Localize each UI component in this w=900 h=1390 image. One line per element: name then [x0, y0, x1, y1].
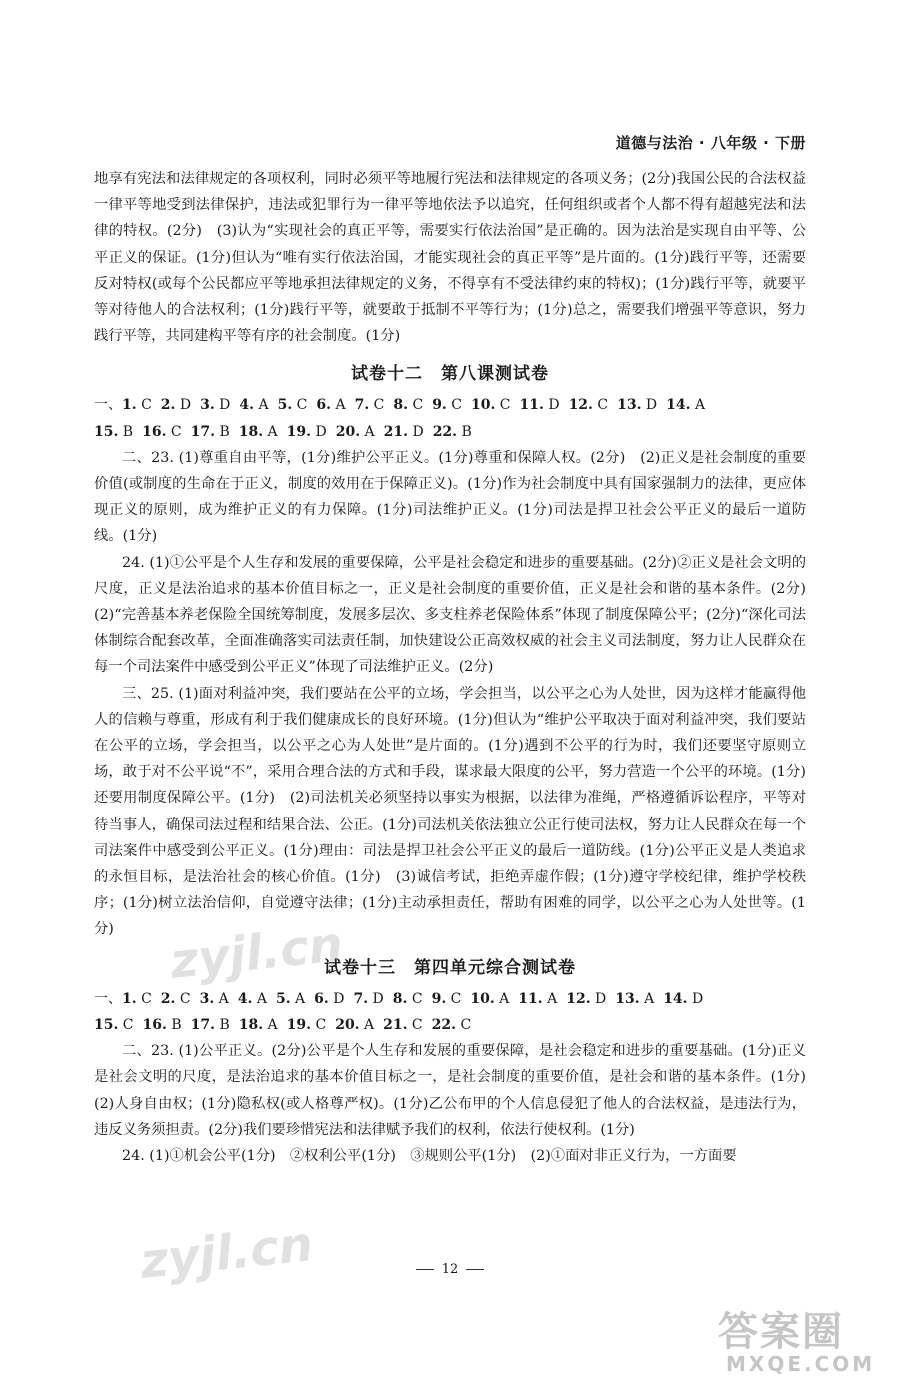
mc-answer-item	[617, 392, 657, 418]
mc-answer-item	[238, 986, 267, 1012]
mc-question-number: 10.	[470, 397, 496, 414]
mc-question-number: 20.	[335, 423, 361, 440]
intro-paragraph: 地享有宪法和法律规定的各项权利，同时必须平等地履行宪法和法律规定的各项义务；(2分)我国公民的合法权益一律平等地受到法律保护，违法或犯罪行为一律平等地依法予以追究，任何组织或者个人都不得有超越宪法和法律的特权。(2分) (3)认为“实现社会的真正平等，需要实行依法治国”是正确的。因为法治是实现自由平等、公平正义的保证。(1分)但认为“唯有实行依法治国，才能实现社会的真正平等”是片面的。(1分)践行平等，还需要反对特权(或每个公民都应平等地承担法律规定的义务，不得享有不受法律约束的特权)；(1分)践行平等，就要平等对待他人的合法权利；(1分)践行平等，就要敢于抵制不平等行为；(1分)总之，需要我们增强平等意识，努力践行平等，共同建构平等有序的社会制度。(1分)	[94, 171, 806, 345]
mc-answer-letter: C	[592, 397, 609, 414]
mc-answer-item	[287, 1012, 327, 1038]
mc-question-number: 8.	[392, 990, 408, 1007]
mc-question-number: 19.	[286, 423, 312, 440]
mc-answer-item	[161, 392, 191, 418]
mc-question-number: 18.	[238, 423, 264, 440]
mc-answer-letter: B	[215, 423, 230, 440]
mc-answer-letter: A	[359, 1016, 375, 1033]
mc-question-number: 5.	[275, 990, 291, 1007]
mc-answer-item	[239, 419, 278, 445]
mc-answer-item	[200, 986, 229, 1012]
mc-answer-letter: C	[136, 397, 152, 414]
mc-answer-item	[615, 986, 654, 1012]
mc-answer-letter: C	[408, 397, 424, 414]
page-number-dash-left	[416, 1269, 434, 1270]
mc-answer-item	[316, 392, 345, 418]
mc-question-number: 12.	[568, 397, 593, 414]
mc-answer-letter: B	[215, 1016, 230, 1033]
mc-question-number: 19.	[286, 1016, 312, 1033]
mc-answer-letter: A	[263, 423, 278, 440]
mc-answer-letter: D	[175, 397, 192, 414]
mc-answer-letter: B	[166, 1016, 182, 1033]
mc-question-number: 12.	[566, 990, 591, 1007]
mc-answer-item	[470, 986, 509, 1012]
mc-question-number: 15.	[94, 1016, 119, 1033]
mc-question-number: 5.	[277, 397, 293, 414]
mc-question-number: 6.	[316, 397, 332, 414]
mc-question-number: 17.	[190, 423, 215, 440]
mc-answer-letter: C	[407, 990, 423, 1007]
mc-answer-item	[566, 986, 606, 1012]
mc-answer-letter: D	[590, 990, 607, 1007]
section-title-13: 试卷十三 第四单元综合测试卷	[324, 957, 576, 978]
mc-answers-13-line1	[94, 986, 806, 1012]
mc-answers-13-line2	[94, 1012, 806, 1038]
mc-answer-letter: A	[254, 397, 269, 414]
mc-answer-item	[432, 1012, 472, 1038]
mc-answer-letter: A	[639, 990, 655, 1007]
section12-q24: 24. (1)①公平是个人生存和发展的重要保障，公平是社会稳定和进步的重要基础。(2分)②正义是社会文明的尺度，正义是法治追求的基本价值目标之一，正义是社会制度的重要价值，正义是社会和谐的基本条件。(2分) (2)“完善基本养老保险全国统筹制度，发展多层次、多支柱养老保险体系”体现了制度保障公平；(2分)“深化司法体制综合配套改革，全面准确落实司法责任制，加快建设公正高效权威的社会主义司法制度，努力让人民群众在每一个司法案件中感受到公平正义”体现了司法维护正义。(2分)	[94, 554, 821, 676]
mc-section-prefix: 一、	[94, 990, 122, 1007]
mc-answer-letter: A	[360, 423, 375, 440]
mc-question-number: 22.	[432, 423, 458, 440]
mc-question-number: 11.	[519, 397, 544, 414]
mc-answer-item	[276, 986, 305, 1012]
mc-answer-letter: D	[368, 990, 384, 1007]
mc-answer-letter: C	[311, 1016, 327, 1033]
mc-answers-12-line1	[94, 392, 806, 418]
mc-answer-item	[336, 419, 375, 445]
mc-answer-item	[142, 419, 182, 445]
mc-answer-item	[666, 392, 705, 418]
mc-question-number: 22.	[431, 1016, 457, 1033]
mc-answer-item	[191, 419, 230, 445]
mc-answer-item	[239, 1012, 278, 1038]
mc-answer-letter: A	[252, 990, 267, 1007]
mc-question-number: 20.	[335, 1016, 360, 1033]
section12-q23: 二、23. (1)尊重自由平等，(1分)维护公平正义。(1分)尊重和保障人权。(2分) (2)正义是社会制度的重要价值(或制度的生命在于正义，制度的效用在于保障正义)。(1分)作为社会制度中具有国家强制力的法律，更应体现正义的原则，成为维护正义的有力保障。(1分)司法维护正义。(1分)司法是捍卫社会公平正义的最后一道防线。(1分)	[94, 449, 806, 545]
mc-question-number: 10.	[470, 990, 495, 1007]
page-number	[0, 1262, 900, 1277]
mc-question-number: 6.	[314, 990, 329, 1007]
mc-answer-letter: C	[446, 990, 462, 1007]
section12-q25: 三、25. (1)面对利益冲突，我们要站在公平的立场，学会担当，以公平之心为人处世，因为这样才能赢得他人的信赖与尊重，形成有利于我们健康成长的良好环境。(1分)但认为“维护公平取决于面对利益冲突，我们要站在公平的立场，学会担当，以公平之心为人处世”是片面的。(1分)遇到不公平的行为时，我们还要坚守原则立场，敢于对不公平说“不”，采用合理合法的方式和手段，谋求最大限度的公平，努力营造一个公平的环境。(1分)还要用制度保障公平。(1分) (2)司法机关必须坚持以事实为根据，以法律为准绳，严格遵循诉讼程序，平等对待当事人，确保司法过程和结果合法、公正。(1分)司法机关依法独立公正行使司法权，努力让人民群众在每一个司法案件中感受到公平正义。(1分)理由：司法是捍卫社会公平正义的最后一道防线。(1分)公平正义是人类追求的永恒目标，是法治社会的核心价值。(1分) (3)诚信考试，拒绝弄虚作假；(1分)遵守学校纪律，维护学校秩序；(1分)树立法治信仰，自觉遵守法律；(1分)主动承担责任，帮助有困难的同学，以公平之心为人处世等。(1分)	[94, 685, 806, 938]
mc-answer-item	[335, 1012, 374, 1038]
mc-answers-12-line2	[94, 419, 806, 445]
mc-question-number: 7.	[354, 397, 370, 414]
mc-question-number: 21.	[383, 1016, 408, 1033]
mc-answer-item	[353, 986, 383, 1012]
section13-q23: 二、23. (1)公平正义。(2分)公平是个人生存和发展的重要保障，是社会稳定和进步的重要基础。(1分)正义是社会文明的尺度，是法治追求的基本价值目标之一，是社会制度的重要价值，是社会和谐的基本条件。(1分) (2)人身自由权；(1分)隐私权(或人格尊严权)。(1分)乙公布甲的个人信息侵犯了他人的合法权益，是违法行为，违反义务须担责。(2分)我们要珍惜宪法和法律赋予我们的权利，依法行使权利。(1分)	[94, 1043, 821, 1138]
mc-answer-letter: A	[542, 990, 558, 1007]
watermark-stamp	[718, 1300, 893, 1380]
mc-answer-item	[191, 1012, 230, 1038]
mc-answer-letter: A	[214, 990, 229, 1007]
mc-answer-item	[200, 392, 230, 418]
mc-answer-letter: D	[408, 423, 424, 440]
mc-question-number: 14.	[666, 397, 691, 414]
mc-question-number: 2.	[160, 397, 176, 414]
mc-answer-item	[94, 419, 133, 445]
mc-answer-letter: C	[446, 397, 462, 414]
mc-answer-letter: C	[118, 1016, 134, 1033]
mc-question-number: 15.	[94, 423, 119, 440]
mc-answer-letter: A	[690, 397, 706, 414]
watermark-text: zyjl.cn	[167, 916, 346, 990]
mc-answer-letter: D	[311, 423, 327, 440]
mc-answer-letter: B	[118, 423, 134, 440]
mc-answer-letter: D	[214, 397, 231, 414]
mc-answer-letter: A	[263, 1016, 278, 1033]
mc-answer-letter: D	[543, 397, 560, 414]
mc-answer-letter: A	[290, 990, 306, 1007]
mc-question-number: 3.	[199, 990, 215, 1007]
mc-question-number: 7.	[353, 990, 369, 1007]
stamp-logo-text: 答案圈	[718, 1309, 844, 1355]
page-number-text: 12	[441, 1262, 459, 1277]
running-head: 道德与法治 · 八年级 · 下册	[615, 134, 806, 152]
mc-answer-item	[383, 1012, 423, 1038]
mc-answer-item	[471, 392, 511, 418]
mc-answer-item	[518, 986, 557, 1012]
mc-answer-letter: C	[456, 1016, 472, 1033]
mc-answer-letter: D	[687, 990, 704, 1007]
mc-question-number: 11.	[518, 990, 543, 1007]
mc-question-number: 4.	[239, 397, 255, 414]
mc-question-number: 13.	[615, 990, 640, 1007]
watermark-text: zyjl.cn	[137, 1216, 316, 1290]
mc-question-number: 17.	[190, 1016, 215, 1033]
section-title-12: 试卷十二 第八课测试卷	[351, 364, 549, 385]
mc-question-number: 18.	[238, 1016, 264, 1033]
mc-answer-item	[239, 392, 268, 418]
mc-answer-item	[393, 392, 423, 418]
mc-answer-letter: D	[328, 990, 345, 1007]
page-number-dash-right	[466, 1269, 484, 1270]
mc-question-number: 21.	[383, 423, 408, 440]
mc-answer-item	[520, 392, 560, 418]
mc-answer-item	[122, 392, 152, 418]
mc-section-prefix: 一、	[94, 397, 122, 414]
mc-answer-item	[432, 392, 462, 418]
mc-answer-item	[314, 986, 344, 1012]
mc-answer-item	[384, 419, 424, 445]
mc-question-number: 9.	[431, 990, 447, 1007]
mc-question-number: 1.	[122, 990, 137, 1007]
mc-question-number: 9.	[432, 397, 447, 414]
mc-answer-item	[569, 392, 609, 418]
mc-answer-letter: C	[166, 423, 182, 440]
mc-question-number: 3.	[200, 397, 215, 414]
mc-question-number: 1.	[122, 397, 137, 414]
mc-question-number: 16.	[142, 1016, 167, 1033]
mc-answer-item	[432, 986, 462, 1012]
mc-question-number: 8.	[393, 397, 409, 414]
mc-answer-item	[393, 986, 423, 1012]
mc-answer-letter: C	[369, 397, 385, 414]
mc-answer-letter: C	[136, 990, 152, 1007]
mc-answer-item	[278, 392, 308, 418]
mc-answer-letter: C	[495, 397, 511, 414]
mc-answer-letter: A	[331, 397, 346, 414]
page-content	[94, 166, 821, 1169]
mc-answer-item	[663, 986, 703, 1012]
mc-answer-item	[143, 1012, 182, 1038]
mc-answer-letter: C	[292, 397, 308, 414]
mc-answer-letter: C	[407, 1016, 423, 1033]
mc-question-number: 13.	[617, 397, 642, 414]
mc-question-number: 16.	[142, 423, 167, 440]
mc-answer-item	[433, 419, 472, 445]
mc-answer-letter: B	[457, 423, 472, 440]
mc-answer-item	[122, 986, 152, 1012]
mc-answer-item	[287, 419, 327, 445]
mc-question-number: 14.	[663, 990, 688, 1007]
mc-answer-letter: D	[641, 397, 658, 414]
section13-q24: 24. (1)①机会公平(1分) ②权利公平(1分) ③规则公平(1分) (2)①面对非正义行为，一方面要	[122, 1147, 737, 1164]
mc-answer-letter: C	[175, 990, 191, 1007]
mc-answer-item	[355, 392, 385, 418]
mc-question-number: 2.	[160, 990, 176, 1007]
mc-answer-item	[94, 1012, 134, 1038]
mc-answer-letter: A	[494, 990, 510, 1007]
stamp-logo-domain: MXQE.COM	[726, 1352, 876, 1376]
mc-question-number: 4.	[237, 990, 253, 1007]
